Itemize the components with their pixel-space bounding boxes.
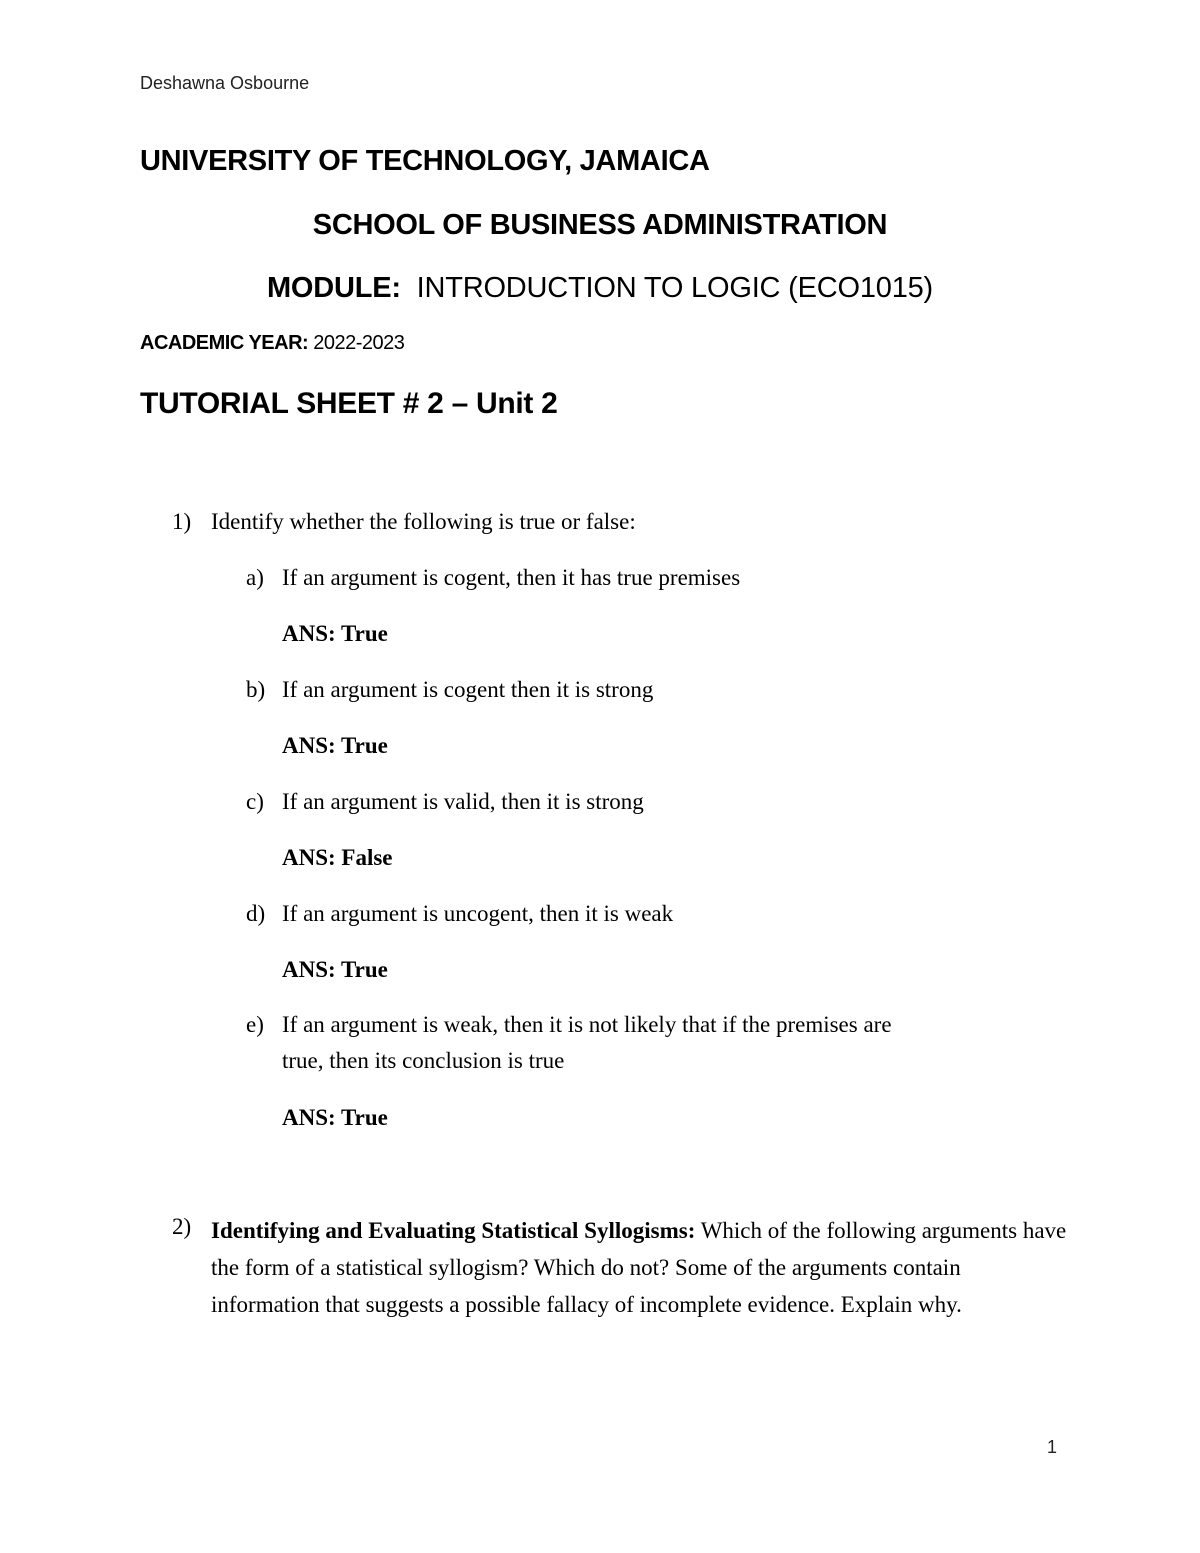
item-d-letter: d) (246, 901, 266, 926)
item-c-text: If an argument is valid, then it is strong (282, 789, 644, 814)
question-2-number: 2) (172, 1214, 192, 1239)
item-d-text: If an argument is uncogent, then it is weak (282, 901, 674, 926)
tutorial-sheet-title: TUTORIAL SHEET # 2 – Unit 2 (140, 387, 558, 420)
header-author-name: Deshawna Osbourne (140, 73, 310, 93)
page-number: 1 (1047, 1437, 1058, 1457)
school-title: SCHOOL OF BUSINESS ADMINISTRATION (312, 209, 888, 241)
question-2-text (211, 1212, 1071, 1323)
item-d-answer: ANS: True (282, 957, 388, 982)
academic-year-value: 2022-2023 (313, 332, 405, 354)
item-c-letter: c) (246, 789, 264, 814)
question-2-lead: Identifying and Evaluating Statistical Syllogisms: (211, 1218, 696, 1243)
item-e-text-line-1: If an argument is weak, then it is not likely that if the premises are (282, 1012, 892, 1037)
academic-year-line (140, 332, 404, 355)
item-a-answer: ANS: True (282, 621, 388, 646)
module-line (0, 272, 1200, 305)
question-1-number: 1) (172, 509, 192, 534)
university-title: UNIVERSITY OF TECHNOLOGY, JAMAICA (140, 145, 710, 177)
item-c-answer: ANS: False (282, 845, 393, 870)
academic-year-label: ACADEMIC YEAR: (140, 332, 309, 354)
item-b-text: If an argument is cogent then it is strong (282, 677, 654, 702)
item-b-letter: b) (246, 677, 266, 702)
item-b-answer: ANS: True (282, 733, 388, 758)
question-2-body: Which of the following arguments have the form of a statistical syllogism? Which do not? Some of the arguments contain information that suggests a possible fallacy of incomplete evidence. Explain why. (211, 1218, 1067, 1317)
item-e-text-line-2: true, then its conclusion is true (282, 1048, 565, 1073)
question-1-text: Identify whether the following is true or false: (211, 509, 636, 534)
item-a-letter: a) (246, 565, 264, 590)
item-e-letter: e) (246, 1012, 264, 1037)
module-label: MODULE: (266, 272, 401, 304)
module-value: INTRODUCTION TO LOGIC (ECO1015) (416, 272, 934, 304)
item-e-answer: ANS: True (282, 1105, 388, 1130)
item-a-text: If an argument is cogent, then it has true premises (282, 565, 741, 590)
